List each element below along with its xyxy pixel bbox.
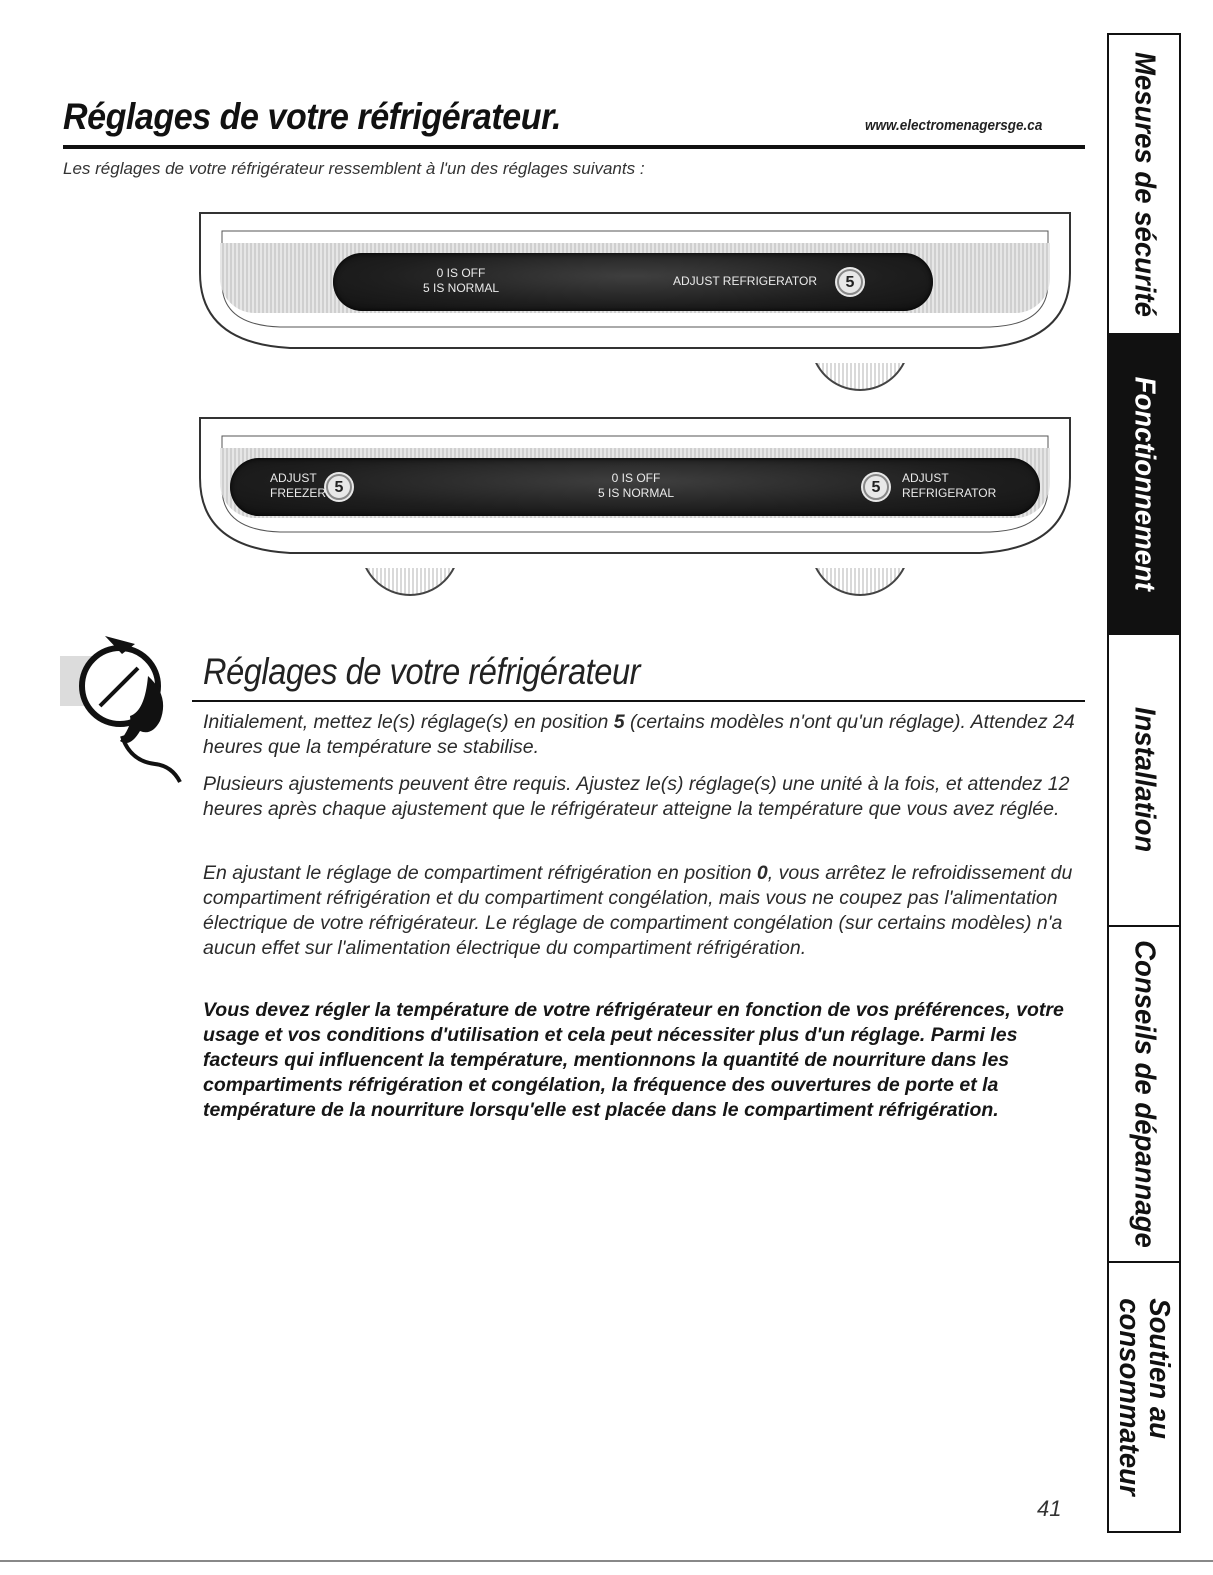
sidebar-tab-operation[interactable]	[1109, 335, 1179, 635]
section-sidebar	[1107, 33, 1181, 1533]
sidebar-tab-label: Conseils de dépannage	[1128, 940, 1161, 1248]
section-rule	[192, 700, 1085, 702]
page-number: 41	[1037, 1496, 1062, 1521]
freezer-setting-dial-badge[interactable]: 5	[326, 474, 352, 500]
title-rule	[63, 145, 1085, 149]
sidebar-tab-troubleshooting[interactable]	[1109, 927, 1179, 1263]
bottom-rule	[0, 1560, 1213, 1562]
website-url[interactable]: www.electromenagersge.ca	[865, 117, 1043, 134]
paragraph-adjustments: Plusieurs ajustements peuvent être requis. Ajustez le(s) réglage(s) une unité à la fois, et attendez 12 heures après chaque ajustement que le réfrigérateur atteigne la température que vous avez réglée.	[203, 773, 1070, 820]
adjust-refrigerator-label: ADJUST REFRIGERATOR	[673, 274, 818, 288]
adjust-freezer-label-2: FREEZER	[270, 486, 327, 500]
refrigerator-control-bar	[333, 253, 933, 311]
paragraph-initial-setting: Initialement, mettez le(s) réglage(s) en position 5 (certains modèles n'ont qu'un réglage). Attendez 24 heures que la température se stabilise.	[203, 711, 1075, 758]
refrigerator-setting-dial-badge[interactable]: 5	[863, 474, 889, 500]
refrigerator-setting-dial-badge[interactable]: 5	[837, 269, 863, 295]
control-text-normal: 5 IS NORMAL	[423, 281, 500, 295]
sidebar-tab-label: Mesures de sécurité	[1128, 51, 1161, 317]
hand-dial-icon	[60, 636, 190, 786]
control-panel-single	[200, 213, 1070, 383]
adjust-refrigerator-label-2: REFRIGERATOR	[902, 486, 997, 500]
control-text-off: 0 IS OFF	[436, 266, 486, 280]
refrigerator-dial[interactable]	[810, 568, 910, 596]
sidebar-tab-safety[interactable]	[1109, 35, 1179, 335]
paragraph-position-zero: En ajustant le réglage de compartiment réfrigération en position 0, vous arrêtez le refroidissement du compartiment réfrigération et du compartiment congélation, mais vous ne coupez pas l'alimentation électrique de votre réfrigérateur. Le réglage de compartiment congélation (sur certains modèles) n'a aucun effet sur l'alimentation électrique du compartiment réfrigération.	[203, 862, 1073, 959]
intro-text: Les réglages de votre réfrigérateur ressemblent à l'un des réglages suivants :	[63, 159, 645, 178]
setting-value-5: 5	[613, 711, 625, 733]
control-text-off: 0 IS OFF	[611, 471, 661, 485]
adjust-refrigerator-label-1: ADJUST	[902, 471, 949, 485]
control-panel-dual	[200, 418, 1070, 588]
section-heading: Réglages de votre réfrigérateur	[203, 651, 641, 692]
paragraph-preferences: Vous devez régler la température de votre réfrigérateur en fonction de vos préférences, votre usage et vos conditions d'utilisation et cela peut nécessiter plus d'un réglage. Parmi les facteurs qui influencent la température, mentionnons la quantité de nourriture dans les compartiments réfrigération et congélation, la fréquence des ouvertures de porte et la température de la nourriture lorsqu'elle est placée dans le compartiment réfrigération.	[203, 999, 1064, 1121]
sidebar-tab-label: Fonctionnement	[1128, 376, 1161, 592]
adjust-freezer-label-1: ADJUST	[270, 471, 317, 485]
control-text-normal: 5 IS NORMAL	[598, 486, 675, 500]
sidebar-tab-label: Soutien au consommateur	[1113, 1298, 1175, 1496]
sidebar-tab-installation[interactable]	[1109, 635, 1179, 927]
sidebar-tab-consumer-support[interactable]	[1109, 1263, 1179, 1531]
freezer-dial[interactable]	[360, 568, 460, 596]
sidebar-tab-label: Installation	[1128, 707, 1161, 853]
freezer-refrigerator-control-bar	[230, 458, 1040, 516]
page-title: Réglages de votre réfrigérateur.	[63, 96, 561, 137]
setting-value-0: 0	[756, 862, 768, 884]
refrigerator-dial[interactable]	[810, 363, 910, 391]
